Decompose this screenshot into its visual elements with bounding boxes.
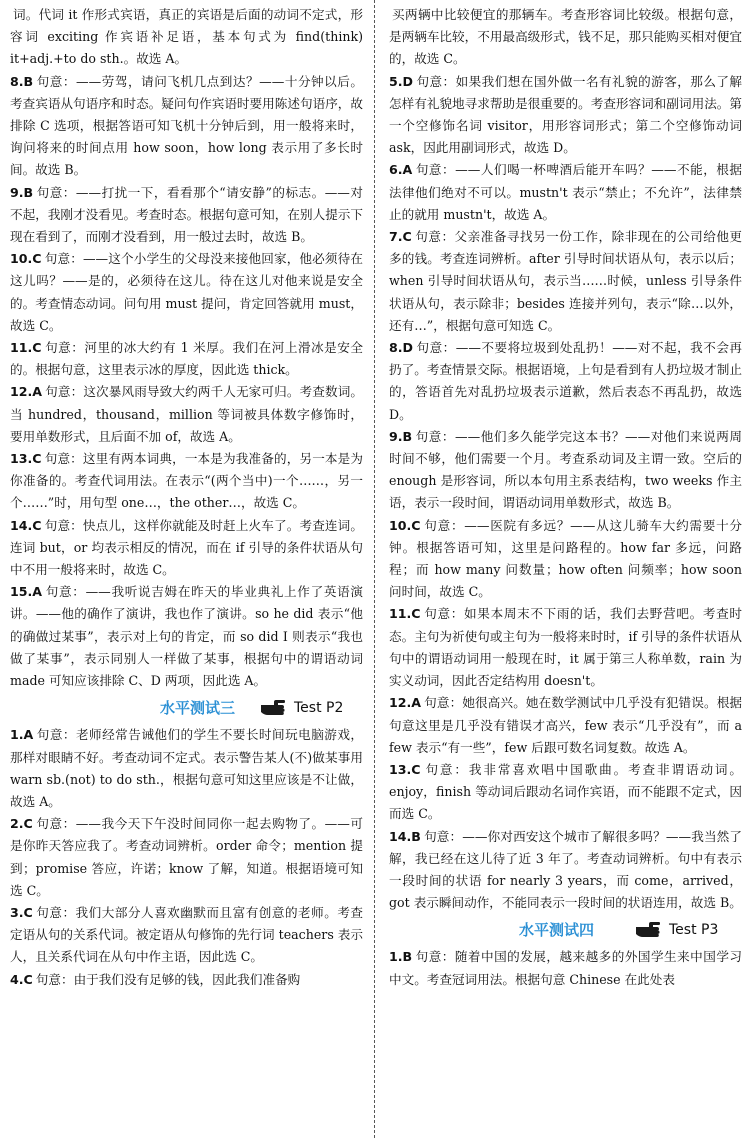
answer-text: 句意：——你对西安这个城市了解很多吗？——我当然了解，我已经在这儿待了近 3 年了。考查动词辨析。句中有表示一段时间的状语 for nearly 3 years，而 come，arrived，got 表示瞬间动作，不能同表示一段时间的状语连用，故选 B。 <box>389 828 742 911</box>
answer-text: 句意：河里的冰大约有 1 米厚。我们在河上滑冰是安全的。根据句意，这里表示冰的厚度，因此选 thick。 <box>10 340 363 378</box>
answer-text: 句意：——打扰一下，看看那个“请安静”的标志。——对不起，我刚才没看见。考查时态。根据句意可知，在别人提示下现在看到了，而刚才没看到，用一般过去时，故选 B。 <box>10 184 363 245</box>
answer-text: 句意：我非常喜欢唱中国歌曲。考查非谓语动词。enjoy，finish 等动词后跟动名词作宾语，而不能跟不定式，因而选 C。 <box>389 761 742 822</box>
answer-text: 句意：——医院有多远？——从这儿骑车大约需要十分钟。根据答语可知，这里是问路程的。how far 多远，问路程；而 how many 问数量；how often 问频率；how soon 问时间，故选 C。 <box>389 517 742 600</box>
answer-number: 13.C <box>389 761 421 777</box>
answer-item <box>389 759 742 826</box>
answer-number: 8.D <box>389 340 414 356</box>
column-divider <box>374 0 375 1138</box>
answer-item <box>10 248 363 337</box>
answer-text: 句意：——我听说吉姆在昨天的毕业典礼上作了英语演讲。——他的确作了演讲，我也作了演讲。so he did 表示“他的确做过某事”，表示对上句的肯定，而 so did I 则表示“我也做了某事”，表示同别人一样做了某事，根据句中的谓语动词 made 可知应该排除 C、D 两项，因此选 A。 <box>10 584 363 689</box>
answer-number: 10.C <box>389 517 421 533</box>
answer-number: 5.D <box>389 73 414 89</box>
right-column <box>389 4 742 991</box>
answer-text: 句意：——这个小学生的父母没来接他回家，他必须待在这儿吗？——是的，必须待在这儿。待在这儿对他来说是安全的。考查情态动词。问句用 must 提问，肯定回答就用 must，故选 C。 <box>10 251 363 333</box>
answer-item <box>10 71 363 182</box>
section-title: 水平测试四 <box>519 921 595 940</box>
answer-item <box>389 515 742 604</box>
section-heading <box>10 696 363 722</box>
answer-number: 12.A <box>10 384 43 400</box>
answer-text: 买两辆中比较便宜的那辆车。考查形容词比较级。根据句意，是两辆车比较，不用最高级形式，钱不足，那只能购买相对便宜的，故选 C。 <box>389 7 742 67</box>
answer-item <box>10 969 363 991</box>
answer-item <box>10 4 363 71</box>
right-items-before <box>389 4 742 914</box>
answer-item <box>389 603 742 692</box>
answer-number: 9.B <box>10 184 34 200</box>
answer-number: 6.A <box>389 162 413 178</box>
answer-text: 句意：如果我们想在国外做一名有礼貌的游客，那么了解怎样有礼貌地寻求帮助是很重要的。考查形容词和副词用法。第一个空修饰名词 visitor，用形容词形式；第二个空修饰动词 ask，因此用副词形式，故选 D。 <box>389 73 742 156</box>
answer-text: 词。代词 it 作形式宾语，真正的宾语是后面的动词不定式，形容词 exciting 作宾语补足语，基本句式为 find(think) it+adj.+to do sth.。故选 A。 <box>10 7 363 67</box>
answer-item <box>10 902 363 969</box>
left-items-before <box>10 4 363 692</box>
answer-item <box>389 946 742 990</box>
answer-text: 句意：由于我们没有足够的钱，因此我们准备购 <box>35 971 301 987</box>
pointing-hand-icon <box>635 921 661 939</box>
answer-number: 15.A <box>10 584 43 600</box>
answer-item <box>10 182 363 249</box>
answer-text: 句意：——人们喝一杯啤酒后能开车吗？——不能，根据法律他们绝对不可以。mustn't 表示“禁止；不允许”，法律禁止的就用 mustn't，故选 A。 <box>389 162 742 222</box>
answer-number: 14.B <box>389 828 421 844</box>
left-column <box>10 4 363 991</box>
test-page-ref: Test P3 <box>669 922 719 939</box>
answer-text: 句意：快点儿，这样你就能及时赶上火车了。考查连词。连词 but，or 均表示相反的情况，而在 if 引导的条件状语从句中不用一般将来时，故选 C。 <box>10 517 363 578</box>
answer-text: 句意：——不要将垃圾到处乱扔！——对不起，我不会再扔了。考查情景交际。根据语境，上句是看到有人扔垃圾才制止的，答语首先对乱扔垃圾表示道歉，然后表态不再乱扔，故选 D。 <box>389 340 742 422</box>
answer-text: 句意：父亲准备寻找另一份工作，除非现在的公司给他更多的钱。考查连词辨析。after 引导时间状语从句，表示以后；when 引导时间状语从句，表示当……时候，unless 引导条件状语从句，表示除非；besides 连接并列句，表示“除…以外，还有…”，根据句意可知选 C。 <box>389 229 742 333</box>
answer-text: 句意：——他们多久能学完这本书？——对他们来说两周时间不够，他们需要一个月。考查系动词及主谓一致。空后的 enough 是形容词，所以本句用主系表结构，two weeks 作主语，表示一段时间，谓语动词用单数形式，故选 B。 <box>389 428 742 511</box>
answer-item <box>10 515 363 582</box>
answer-text: 句意：我们大部分人喜欢幽默而且富有创意的老师。考查定语从句的关系代词。被定语从句修饰的先行词 teachers 表示人，且关系代词在从句中作主语，因此选 C。 <box>10 904 363 965</box>
right-items-after <box>389 946 742 990</box>
answer-text: 句意：——我今天下午没时间同你一起去购物了。——可是你昨天答应我了。考查动词辨析。order 命令；mention 提到；promise 答应，许诺；know 了解，知道。根据语境可知选 C。 <box>10 816 363 898</box>
answer-item <box>10 813 363 902</box>
test-page-ref: Test P2 <box>294 700 344 717</box>
answer-number: 10.C <box>10 251 42 267</box>
answer-number: 9.B <box>389 428 413 444</box>
answer-item <box>389 692 742 759</box>
answer-item <box>389 337 742 426</box>
answer-item <box>10 381 363 448</box>
answer-item <box>389 4 742 71</box>
answer-item <box>389 426 742 515</box>
answer-item <box>389 159 742 226</box>
answer-number: 12.A <box>389 695 422 711</box>
answer-text: 句意：——劳驾，请问飞机几点到达？——十分钟以后。考查宾语从句语序和时态。疑问句作宾语时要用陈述句语序，故排除 C 选项，根据答语可知飞机十分钟后到，用一般将来时，询问将来的时间点用 how soon，how long 表示用了多长时间。故选 B。 <box>10 73 363 178</box>
answer-number: 3.C <box>10 904 33 920</box>
answer-item <box>10 724 363 813</box>
answer-number: 8.B <box>10 73 34 89</box>
answer-item <box>10 337 363 381</box>
answer-item <box>389 826 742 915</box>
pointing-hand-icon <box>260 699 286 717</box>
section-title: 水平测试三 <box>160 699 236 718</box>
answer-item <box>10 581 363 692</box>
answer-text: 句意：这次暴风雨导致大约两千人无家可归。考查数词。当 hundred，thousand，million 等词被具体数字修饰时，要用单数形式，且后面不加 of，故选 A。 <box>10 384 363 444</box>
section-heading <box>389 918 742 944</box>
answer-text: 句意：这里有两本词典，一本是为我准备的，另一本是为你准备的。考查代词用法。在表示“(两个当中)一个……，另一个……”时，用句型 one…，the other…，故选 C。 <box>10 451 363 511</box>
answer-number: 1.B <box>389 949 413 965</box>
answer-number: 1.A <box>10 727 34 743</box>
answer-item <box>389 226 742 337</box>
answer-number: 11.C <box>389 606 421 622</box>
answer-number: 13.C <box>10 451 42 467</box>
answer-number: 11.C <box>10 340 42 356</box>
answer-number: 14.C <box>10 517 42 533</box>
answer-number: 7.C <box>389 229 412 245</box>
answer-text: 句意：随着中国的发展，越来越多的外国学生来中国学习中文。考查冠词用法。根据句意 Chinese 在此处表 <box>389 949 742 987</box>
answer-item <box>389 71 742 160</box>
answer-text: 句意：她很高兴。她在数学测试中几乎没有犯错误。根据句意这里是几乎没有错误才高兴，few 表示“几乎没有”，而 a few 表示“有一些”，few 后跟可数名词复数。故选 A。 <box>389 695 742 755</box>
answer-number: 4.C <box>10 971 33 987</box>
answer-item <box>10 448 363 515</box>
answer-number: 2.C <box>10 816 33 832</box>
left-items-after <box>10 724 363 990</box>
answer-text: 句意：如果本周末不下雨的话，我们去野营吧。考查时态。主句为祈使句或主句为一般将来时时，if 引导的条件状语从句中的谓语动词用一般现在时，it 属于第三人称单数，rain 为实义动词，因此否定结构用 doesn't。 <box>389 606 742 689</box>
answer-text: 句意：老师经常告诫他们的学生不要长时间玩电脑游戏，那样对眼睛不好。考查动词不定式。表示警告某人(不)做某事用 warn sb.(not) to do sth.，根据句意可知这里应该是不让做，故选 A。 <box>10 727 363 809</box>
